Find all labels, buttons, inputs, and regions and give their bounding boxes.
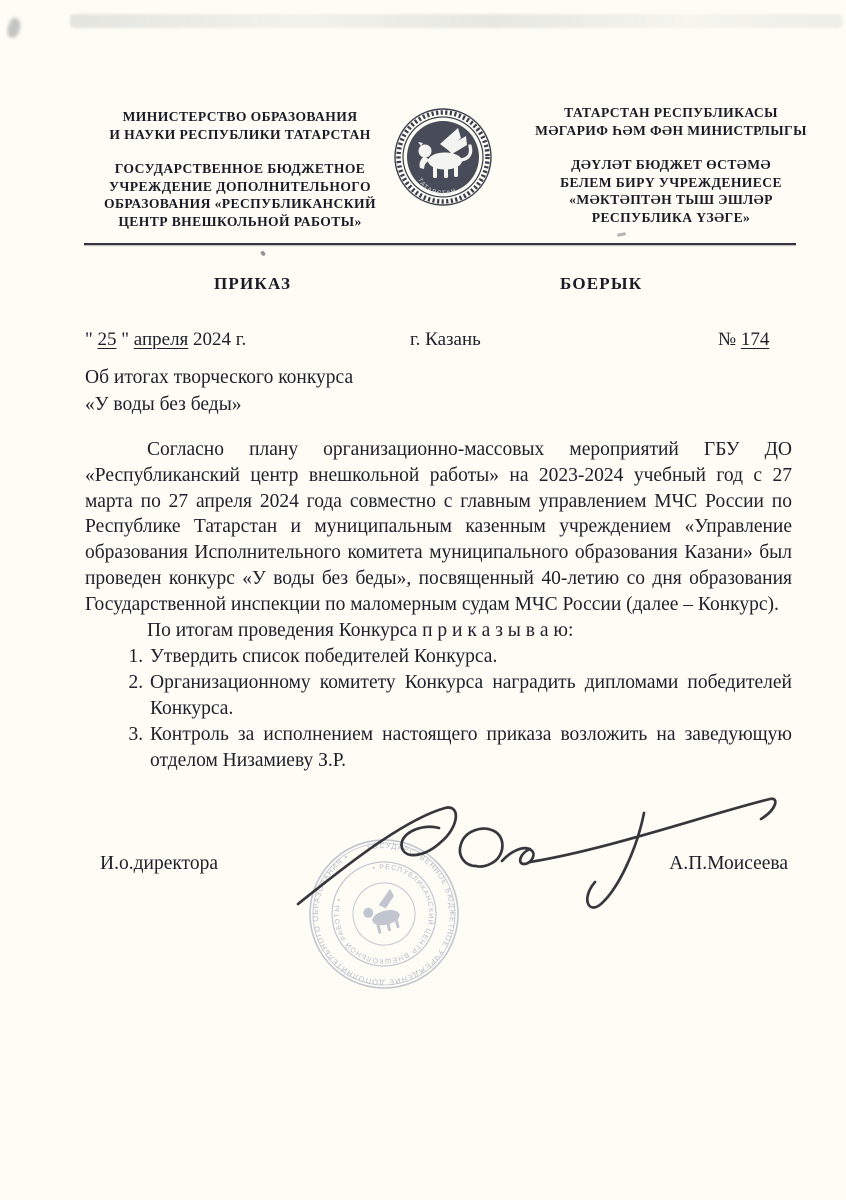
signer-position: И.о.директора bbox=[100, 853, 218, 874]
institution-name-ru: ОБРАЗОВАНИЯ «РЕСПУБЛИКАНСКИЙ bbox=[104, 196, 376, 211]
order-date: " 25 " апреля 2024 г. bbox=[85, 329, 247, 350]
order-title-tatar: БОЕРЫК bbox=[560, 274, 643, 293]
ministry-name-ru: И НАУКИ РЕСПУБЛИКИ ТАТАРСТАН bbox=[109, 126, 371, 142]
order-date-day: 25 bbox=[97, 329, 117, 350]
subject-line: Об итогах творческого конкурса bbox=[85, 367, 354, 388]
order-number-value: 174 bbox=[740, 329, 770, 350]
order-item: 3. Контроль за исполнением настоящего приказа возложить на заведующую отделом Низамиеву З.Р. bbox=[148, 722, 792, 774]
institution-name-ru: УЧРЕЖДЕНИЕ ДОПОЛНИТЕЛЬНОГО bbox=[109, 178, 371, 194]
order-body bbox=[85, 437, 792, 773]
emblem-caption: ТАТАРСТАН bbox=[416, 176, 459, 198]
institution-name-tt: БЕЛЕМ БИРҮ УЧРЕЖДЕНИЕСЕ bbox=[560, 174, 782, 190]
scan-speck bbox=[617, 232, 626, 237]
order-city: г. Казань bbox=[410, 329, 481, 350]
order-date-year: 2024 г. bbox=[193, 329, 247, 350]
order-items bbox=[85, 644, 792, 773]
ministry-name-tt: ТАТАРСТАН РЕСПУБЛИКАСЫ bbox=[564, 105, 778, 120]
letterhead-russian bbox=[88, 108, 392, 230]
stamp-outer-text: ГОСУДАРСТВЕННОЕ БЮДЖЕТНОЕ УЧРЕЖДЕНИЕ ДОПОЛНИТЕЛЬНОГО ОБРАЗОВАНИЯ • bbox=[310, 840, 458, 988]
order-item: 1. Утвердить список победителей Конкурса. bbox=[148, 644, 792, 670]
tatarstan-emblem bbox=[388, 104, 498, 214]
institution-name-ru: ГОСУДАРСТВЕННОЕ БЮДЖЕТНОЕ bbox=[114, 161, 366, 176]
signer-name: А.П.Моисеева bbox=[669, 853, 788, 874]
body-paragraph: Согласно плану организационно-массовых мероприятий ГБУ ДО «Республиканский центр внешкольной работы» на 2023-2024 учебный год с 27 марта по 27 апреля 2024 года совместно с главным управлением МЧС России по Республике Татарстан и муниципальным казенным учреждением «Управление образования Исполнительного комитета муниципального образования Казани» был проведен конкурс «У воды без беды», посвященный 40-летию со дня образования Государственной инспекции по маломерным судам МЧС России (далее – Конкурс). bbox=[85, 439, 792, 615]
scan-mark-top-left bbox=[5, 17, 23, 40]
institution-name-ru: ЦЕНТР ВНЕШКОЛЬНОЙ РАБОТЫ» bbox=[118, 213, 362, 229]
subject-line: «У воды без беды» bbox=[85, 393, 242, 415]
letterhead-divider bbox=[84, 243, 796, 245]
ministry-name-tt: МӘГАРИФ ҺӘМ ФӘН МИНИСТРЛЫГЫ bbox=[535, 122, 807, 138]
scan-smudge-top bbox=[70, 14, 842, 28]
stamp-inner-text: • РЕСПУБЛИКАНСКИЙ ЦЕНТР ВНЕШКОЛЬНОЙ РАБОТЫ • bbox=[333, 863, 435, 965]
institution-name-tt: ДӘҮЛӘТ БЮДЖЕТ ӨСТӘМӘ bbox=[571, 157, 771, 172]
order-date-month: апреля bbox=[133, 329, 189, 350]
institution-name-tt: РЕСПУБЛИКА ҮЗӘГЕ» bbox=[591, 209, 751, 225]
order-title-russian: ПРИКАЗ bbox=[214, 274, 292, 293]
scan-speck bbox=[260, 250, 266, 256]
emblem-seal-icon bbox=[388, 104, 498, 214]
decree-line: По итогам проведения Конкурса п р и к а з ы в а ю: bbox=[147, 619, 574, 641]
institution-name-tt: «МӘКТӘПТӘН ТЫШ ЭШЛӘР bbox=[569, 192, 773, 207]
letterhead-tatar bbox=[502, 104, 840, 226]
order-subject bbox=[85, 365, 353, 418]
order-number: № 174 bbox=[718, 329, 770, 350]
order-item: 2. Организационному комитету Конкурса наградить дипломами победителей Конкурса. bbox=[148, 670, 792, 722]
ministry-name-ru: МИНИСТЕРСТВО ОБРАЗОВАНИЯ bbox=[122, 109, 358, 124]
